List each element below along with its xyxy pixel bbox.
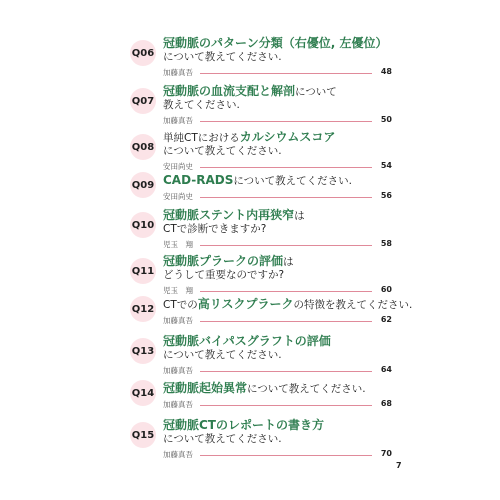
question-text — [163, 255, 294, 282]
question-text — [163, 85, 337, 112]
question-phrase: について — [295, 86, 337, 98]
question-number-badge: Q06 — [130, 40, 156, 66]
question-text — [163, 419, 324, 446]
question-text — [163, 174, 352, 188]
leader-line — [200, 291, 372, 292]
author-name: 児玉 翔 — [163, 240, 193, 249]
question-keyword: 冠動脈の血流支配と解剖 — [163, 84, 296, 98]
question-text — [163, 382, 366, 396]
question-phrase: 単純CTにおける — [163, 132, 240, 144]
author-name: 安田尚史 — [163, 162, 193, 171]
leader-line — [200, 321, 372, 322]
question-number-badge: Q13 — [130, 338, 156, 364]
question-number-badge: Q14 — [130, 380, 156, 406]
author-name: 児玉 翔 — [163, 286, 193, 295]
question-keyword: 冠動脈ステント内再狭窄 — [163, 208, 295, 222]
author-name: 加藤真吾 — [163, 68, 193, 77]
page-reference: 60 — [380, 285, 392, 294]
question-number-badge: Q08 — [130, 134, 156, 160]
question-phrase: は — [283, 256, 294, 268]
page-reference: 70 — [380, 449, 392, 458]
leader-line — [200, 245, 372, 246]
question-phrase: CTでの — [163, 299, 198, 311]
question-line-2: について教えてください. — [163, 51, 282, 63]
page-reference: 54 — [380, 161, 392, 170]
question-line-2: どうして重要なのですか? — [163, 269, 285, 281]
question-number-badge: Q12 — [130, 296, 156, 322]
question-number-badge: Q09 — [130, 172, 156, 198]
page-number: 7 — [396, 461, 402, 470]
leader-line — [200, 121, 372, 122]
leader-line — [200, 405, 372, 406]
leader-line — [200, 371, 372, 372]
page-reference: 50 — [380, 115, 392, 124]
leader-line — [200, 197, 372, 198]
author-name: 加藤真吾 — [163, 366, 193, 375]
question-text — [163, 209, 305, 236]
question-line-2: について教えてください. — [163, 145, 282, 157]
page-reference: 58 — [380, 239, 392, 248]
question-number-badge: Q07 — [130, 88, 156, 114]
question-text — [163, 335, 331, 362]
question-text — [163, 131, 335, 158]
author-name: 安田尚史 — [163, 192, 193, 201]
page-reference: 48 — [380, 67, 392, 76]
leader-line — [200, 167, 372, 168]
question-keyword: 高リスクプラーク — [197, 297, 294, 311]
question-number-badge: Q11 — [130, 258, 156, 284]
page-reference: 62 — [380, 315, 392, 324]
question-keyword: 冠動脈CTのレポートの書き方 — [163, 418, 324, 432]
author-name: 加藤真吾 — [163, 316, 193, 325]
question-keyword: CAD-RADS — [163, 173, 234, 187]
question-number-badge: Q15 — [130, 422, 156, 448]
question-keyword: 冠動脈バイパスグラフトの評価 — [163, 334, 331, 348]
question-phrase: は — [294, 210, 305, 222]
question-phrase: について教えてください. — [247, 383, 366, 395]
author-name: 加藤真吾 — [163, 400, 193, 409]
question-text — [163, 298, 412, 312]
question-line-2: 教えてください. — [163, 99, 240, 111]
page-reference: 64 — [380, 365, 392, 374]
question-keyword: 冠動脈プラークの評価 — [163, 254, 284, 268]
question-line-2: について教えてください. — [163, 349, 282, 361]
author-name: 加藤真吾 — [163, 116, 193, 125]
question-keyword: カルシウムスコア — [239, 130, 336, 144]
question-keyword: 冠動脈起始異常 — [163, 381, 248, 395]
question-line-2: について教えてください. — [163, 433, 282, 445]
page-reference: 68 — [380, 399, 392, 408]
question-keyword: 冠動脈のパターン分類（右優位, 左優位） — [163, 36, 388, 50]
question-line-2: CTで診断できますか? — [163, 223, 267, 235]
question-text — [163, 37, 388, 64]
question-number-badge: Q10 — [130, 212, 156, 238]
question-phrase: の特徴を教えてください. — [293, 299, 413, 311]
question-phrase: について教えてください. — [233, 175, 353, 187]
author-name: 加藤真吾 — [163, 450, 193, 459]
leader-line — [200, 73, 372, 74]
leader-line — [200, 455, 372, 456]
page-reference: 56 — [380, 191, 392, 200]
